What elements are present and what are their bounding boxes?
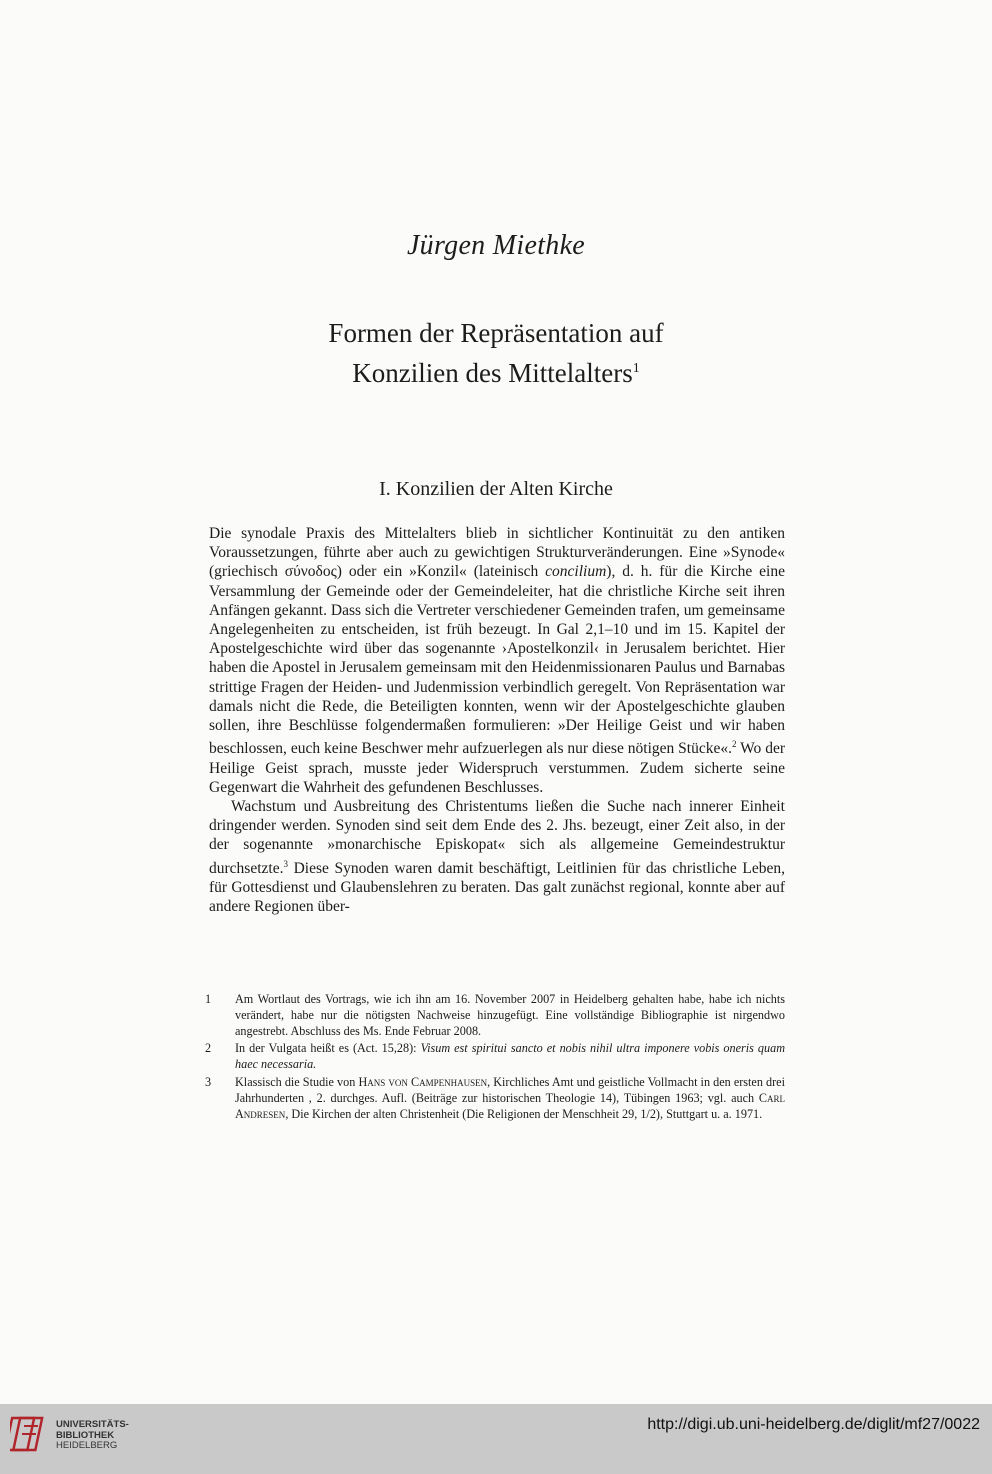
footnote-number: 1 bbox=[205, 992, 212, 1006]
author-name: Jürgen Miethke bbox=[406, 230, 586, 261]
footnote-number: 3 bbox=[205, 1074, 212, 1089]
title-line-2-text: Konzilien des Mittelalters bbox=[352, 358, 633, 388]
p1-text-c: ), d. h. für die Kirche eine Versammlung der Gemeinde oder der Gemeindeleiter, hat die christliche Kirche seit ihren Anfängen gekannt. Dass sich die Vertreter verschiedener Gemeinden trafen, um gemeinsame Angelegenheiten zu entscheiden, ist früh bezeugt. In Gal 2,1–10 und im 15. Kapitel der Apostelgeschichte wird über das sogenannte ›Apostelkonzil‹ in Jerusalem berichtet. Hier haben die Apostel in Jerusalem gemeinsam mit den Heidenmissionaren Paulus und Barnabas strittige Fragen der Heiden- und Judenmission verbindlich geregelt. Von Repräsentation war damals nicht die Rede, die Beteiligten konnten, wenn wir der Apostelgeschichte glauben sollen, ihre Beschlüsse folgendermaßen formulieren: »Der Heilige Geist und wir haben beschlossen, euch keine Beschwer mehr aufzuerlegen als nur diese nötigen Stücke«. bbox=[209, 563, 785, 758]
library-name-line-2: BIBLIOTHEK bbox=[56, 1429, 115, 1441]
fn2-text: In der Vulgata heißt es (Act. 15,28): bbox=[235, 1041, 421, 1056]
fn3-text-c: , Die Kirchen der alten Christenheit (Die Religionen der Menschheit 29, 1/2), Stuttgart u. a. 1971. bbox=[285, 1106, 763, 1121]
paragraph-2 bbox=[209, 797, 785, 916]
p1-text-a: Die synodale Praxis des Mittelalters blieb in sichtlicher Kontinuität zu den antiken Voraussetzungen, führte aber auch zu gewichtigen Strukturveränderungen. Eine »Synode« (griechisch bbox=[209, 525, 785, 581]
footnote-2 bbox=[205, 1041, 785, 1073]
p2-text-b: Diese Synoden waren damit beschäftigt, Leitlinien für das christliche Leben, für Gottesdienst und Glaubenslehren zu beraten. Das galt zunächst regional, konnte aber auf andere Regionen über- bbox=[209, 859, 785, 916]
title-line-1: Formen der Repräsentation auf bbox=[328, 318, 664, 348]
p1-latin-term: concilium bbox=[545, 563, 607, 581]
fn3-text-a: Klassisch die Studie von bbox=[235, 1074, 359, 1089]
body-text bbox=[209, 524, 785, 916]
fn2-latin-quote: Visum est spiritui sancto et nobis nihil ultra imponere vobis oneris quam haec necessaria. bbox=[235, 1041, 786, 1072]
footnote-text bbox=[235, 1041, 785, 1073]
p1-text-d: Wo der Heilige Geist sprach, musste jeder Widerspruch verstummen. Zudem sicherte seine Gegenwart die Wahrheit des gefundenen Beschlusses. bbox=[209, 740, 785, 796]
title-footnote-mark[interactable]: 1 bbox=[632, 361, 640, 376]
library-name-line-1: UNIVERSITÄTS- bbox=[56, 1419, 129, 1430]
title-line-2 bbox=[0, 351, 992, 391]
section-heading: I. Konzilien der Alten Kirche bbox=[379, 478, 613, 500]
footnote-ref-2[interactable]: 2 bbox=[732, 739, 737, 750]
article-title bbox=[0, 316, 992, 391]
footnote-3 bbox=[205, 1075, 785, 1122]
footnotes bbox=[205, 992, 785, 1124]
footnote-number: 2 bbox=[205, 1041, 212, 1056]
footnote-text: Am Wortlaut des Vortrags, wie ich ihn am 16. November 2007 in Heidelberg gehalten habe, habe ich nichts verändert, habe nur die nötigsten Nachweise hinzugefügt. Eine vollständige Bibliographie ist nirgendwo angestrebt. Abschluss des Ms. Ende Februar 2008. bbox=[235, 992, 785, 1038]
p2-text-a: Wachstum und Ausbreitung des Christentums ließen die Suche nach innerer Einheit dringender werden. Synoden sind seit dem Ende des 2. Jhs. bezeugt, einer Zeit also, in der der sogenannte »monarchische Episkopat« sich als allgemeine Gemeindestruktur durchsetzte. bbox=[209, 798, 785, 877]
footer-bar bbox=[0, 1404, 992, 1474]
fn3-author-1: Hans von Campenhausen bbox=[358, 1074, 488, 1089]
library-name-line-3: HEIDELBERG bbox=[56, 1440, 118, 1451]
footnote-ref-3[interactable]: 3 bbox=[283, 858, 288, 869]
paragraph-1 bbox=[209, 524, 785, 797]
footnote-text bbox=[235, 1075, 785, 1122]
library-logo-icon[interactable] bbox=[10, 1414, 50, 1454]
footnote-1 bbox=[205, 992, 785, 1039]
fn3-author-2: Carl Andresen bbox=[235, 1090, 785, 1121]
library-name bbox=[56, 1420, 129, 1452]
p1-text-b: ) oder ein »Konzil« (lateinisch bbox=[336, 563, 546, 581]
permalink-url[interactable]: http://digi.ub.uni-heidelberg.de/diglit/mf27/0022 bbox=[647, 1416, 980, 1433]
p1-greek-term: σύνοδος bbox=[284, 563, 337, 581]
fn3-text-b: , Kirchliches Amt und geistliche Vollmacht in den ersten drei Jahrhunderten , 2. durchges. Aufl. (Beiträge zur historischen Theologie 14), Tübingen 1963; vgl. auch bbox=[235, 1074, 785, 1105]
